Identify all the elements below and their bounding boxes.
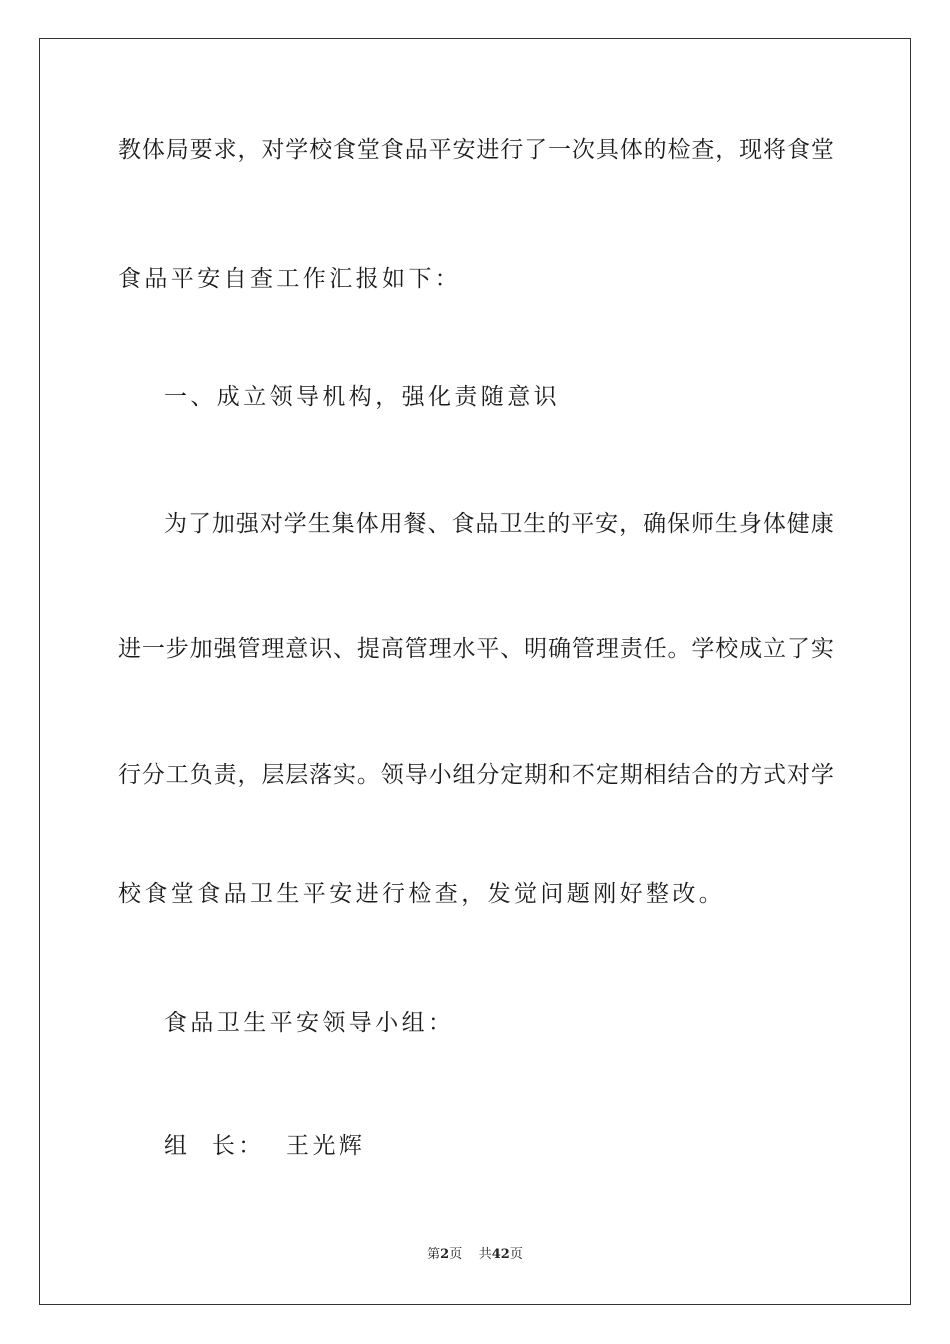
body-line-6: 行 分 工 负 责 ， 层 层 落 实 。 领 导 小 组 分 定 期 和 不 定 期 相 结 合 的 方 式 对 学 [118, 762, 834, 788]
body-line-4: 为 了 加 强 对 学 生 集 体 用 餐 、 食 品 卫 生 的 平 安 ， 确 保 师 生 身 体 健 康 [164, 511, 834, 537]
page-border [39, 38, 911, 1305]
body-line-7: 校食堂食品卫生平安进行检查，发觉问题刚好整改。 [118, 881, 726, 907]
body-line-2: 食品平安自查工作汇报如下： [118, 266, 462, 292]
group-title: 食品卫生平安领导小组： [164, 1010, 455, 1036]
section-heading: 一、成立领导机构，强化责随意识 [164, 384, 560, 410]
footer-total-prefix: 共 [478, 1247, 492, 1262]
footer-prefix: 第 [427, 1247, 441, 1262]
group-leader: 组 长： 王光辉 [164, 1133, 366, 1159]
footer-page-suffix: 页 [449, 1247, 463, 1262]
footer-page-number: 2 [440, 1247, 450, 1262]
footer-total-suffix: 页 [509, 1247, 523, 1262]
footer-total-pages: 42 [491, 1247, 510, 1262]
body-line-1: 教 体 局 要 求 ， 对 学 校 食 堂 食 品 平 安 进 行 了 一 次 具 体 的 检 查 ， 现 将 食 堂 [118, 137, 834, 163]
page-footer [0, 1246, 950, 1264]
body-line-5: 进 一 步 加 强 管 理 意 识 、 提 高 管 理 水 平 、 明 确 管 理 责 任 。 学 校 成 立 了 实 [118, 636, 834, 662]
